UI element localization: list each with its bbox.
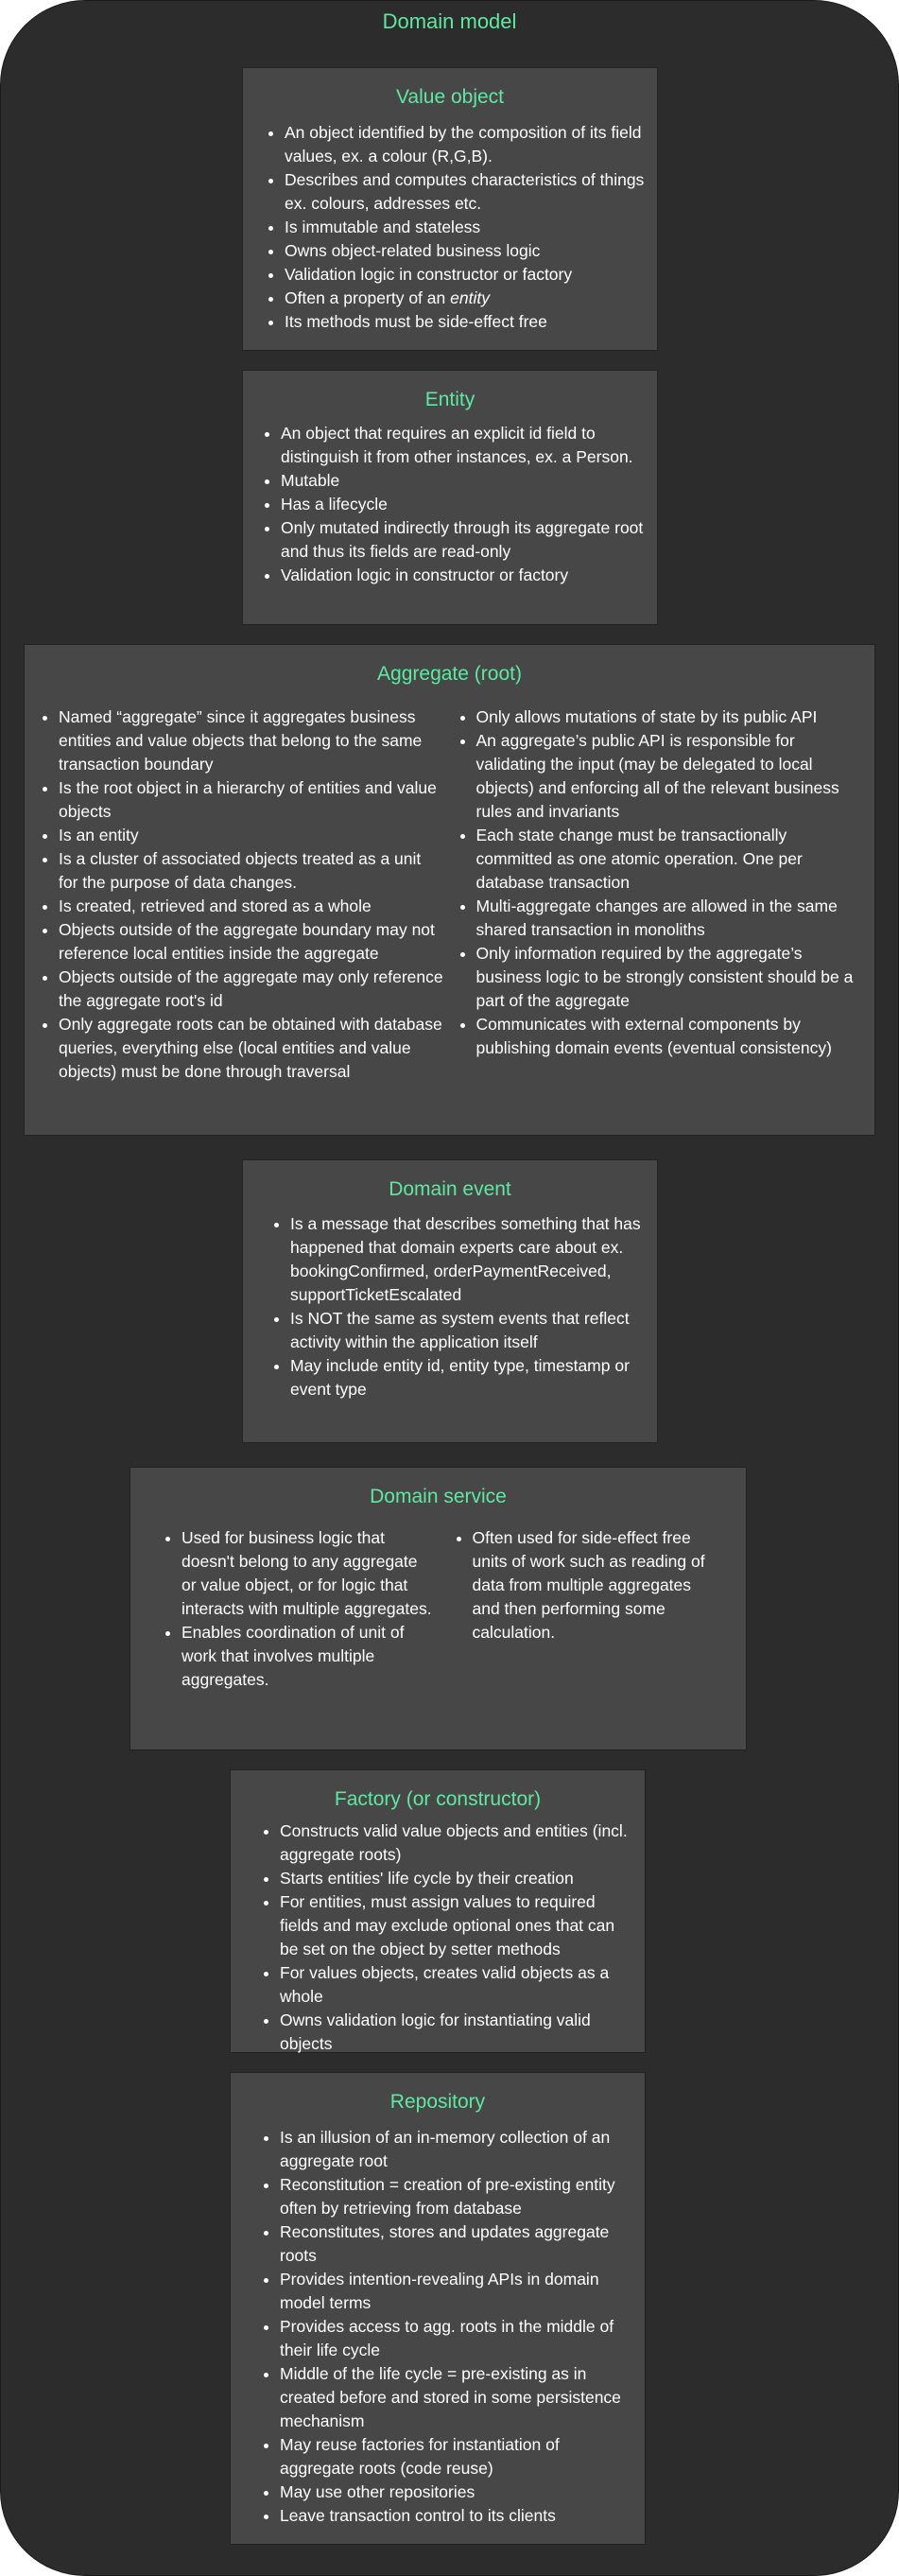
list-item: • Each state change must be transactionally committed as one atomic operation. One per database transaction — [476, 824, 866, 895]
factory-card — [230, 1769, 646, 2053]
list-item: • Is immutable and stateless — [285, 216, 646, 239]
list-item: • Reconstitution = creation of pre-existing entity often by retrieving from database — [280, 2173, 633, 2220]
repository-list — [231, 2126, 645, 2528]
domain-event-card — [242, 1159, 658, 1443]
list-item: • Often used for side-effect free units of work such as reading of data from multiple aggregates and then performing some calculation. — [473, 1526, 718, 1645]
factory-list — [231, 1819, 645, 2056]
list-item: • Is NOT the same as system events that reflect activity within the application itself — [290, 1307, 646, 1354]
list-item: • Only aggregate roots can be obtained with database queries, everything else (local entities and value objects) must be done through traversal — [59, 1013, 444, 1084]
domain-service-right-list — [439, 1526, 747, 1645]
domain-service-title: Domain service — [370, 1486, 507, 1507]
list-item: • Is a cluster of associated objects treated as a unit for the purpose of data changes. — [59, 847, 444, 895]
list-item-text: Often a property of an — [285, 288, 446, 307]
entity-list — [243, 422, 657, 587]
list-item: • For values objects, creates valid objects as a whole — [280, 1961, 633, 2009]
aggregate-card — [24, 644, 875, 1136]
list-item: • Is a message that describes something that has happened that domain experts care about ex. bookingConfirmed, orderPaymentReceived, supportTicketEscalated — [290, 1212, 646, 1307]
list-item: • Is the root object in a hierarchy of entities and value objects — [59, 776, 444, 824]
list-item: • May include entity id, entity type, timestamp or event type — [290, 1354, 646, 1401]
list-item: • Only allows mutations of state by its public API — [476, 705, 866, 729]
list-item: • Is an entity — [59, 824, 444, 847]
list-item: • Multi-aggregate changes are allowed in the same shared transaction in monoliths — [476, 895, 866, 942]
list-item: • An object that requires an explicit id field to distinguish it from other instances, ex. a Person. — [281, 422, 646, 469]
aggregate-title: Aggregate (root) — [377, 663, 522, 685]
factory-title: Factory (or constructor) — [334, 1788, 542, 1810]
value-object-card — [242, 67, 658, 351]
list-item: • May use other repositories — [280, 2480, 633, 2504]
domain-service-right-column — [439, 1526, 747, 1692]
list-item-emphasis: entity — [450, 288, 490, 307]
list-item: • Mutable — [281, 469, 646, 493]
list-item: • Communicates with external components by publishing domain events (eventual consistency) — [476, 1013, 866, 1060]
list-item: • Middle of the life cycle = pre-existing as in created before and stored in some persistence mechanism — [280, 2362, 633, 2433]
list-item: • Objects outside of the aggregate may only reference the aggregate root's id — [59, 966, 444, 1013]
list-item: • Used for business logic that doesn't belong to any aggregate or value object, or for logic that interacts with multiple aggregates. — [182, 1526, 433, 1621]
list-item: • Provides access to agg. roots in the middle of their life cycle — [280, 2315, 633, 2362]
domain-service-left-list — [130, 1526, 439, 1692]
list-item: • Is an illusion of an in-memory collection of an aggregate root — [280, 2126, 633, 2173]
list-item: • Starts entities' life cycle by their creation — [280, 1867, 633, 1890]
repository-card — [230, 2072, 646, 2545]
domain-event-list — [243, 1212, 657, 1401]
value-object-title: Value object — [395, 86, 505, 108]
list-item: • For entities, must assign values to required fields and may exclude optional ones that can be set on the object by setter methods — [280, 1890, 633, 1961]
aggregate-left-column — [25, 705, 450, 1084]
list-item: • Has a lifecycle — [281, 493, 646, 516]
entity-card — [242, 370, 658, 625]
list-item: • An aggregate’s public API is responsible for validating the input (may be delegated to local objects) and enforcing all of the relevant business rules and invariants — [476, 729, 866, 824]
list-item: • Only information required by the aggregate’s business logic to be strongly consistent should be a part of the aggregate — [476, 942, 866, 1013]
list-item: • An object identified by the composition of its field values, ex. a colour (R,G,B). — [285, 121, 646, 168]
value-object-list — [243, 121, 657, 334]
list-item: • Validation logic in constructor or factory — [281, 564, 646, 587]
list-item: • Its methods must be side-effect free — [285, 310, 646, 334]
list-item: • Validation logic in constructor or factory — [285, 263, 646, 287]
list-item: • Owns validation logic for instantiating valid objects — [280, 2009, 633, 2056]
list-item: • May reuse factories for instantiation of aggregate roots (code reuse) — [280, 2433, 633, 2480]
list-item: • Owns object-related business logic — [285, 239, 646, 263]
aggregate-right-list — [450, 705, 875, 1060]
list-item — [285, 287, 646, 310]
list-item: • Named “aggregate” since it aggregates business entities and value objects that belong to the same transaction boundary — [59, 705, 444, 776]
list-item: • Constructs valid value objects and entities (incl. aggregate roots) — [280, 1819, 633, 1867]
aggregate-left-list — [25, 705, 450, 1084]
entity-title: Entity — [424, 389, 475, 410]
domain-service-left-column — [130, 1526, 439, 1692]
list-item: • Objects outside of the aggregate boundary may not reference local entities inside the aggregate — [59, 918, 444, 966]
list-item: • Provides intention-revealing APIs in domain model terms — [280, 2268, 633, 2315]
diagram-title: Domain model — [382, 9, 517, 33]
domain-event-title: Domain event — [389, 1178, 511, 1200]
list-item: • Is created, retrieved and stored as a whole — [59, 895, 444, 918]
domain-service-card — [130, 1467, 747, 1750]
list-item: • Enables coordination of unit of work that involves multiple aggregates. — [182, 1621, 433, 1692]
list-item: • Reconstitutes, stores and updates aggregate roots — [280, 2220, 633, 2268]
list-item: • Leave transaction control to its clients — [280, 2504, 633, 2528]
repository-title: Repository — [389, 2091, 486, 2113]
list-item: • Only mutated indirectly through its aggregate root and thus its fields are read-only — [281, 516, 646, 564]
aggregate-right-column — [450, 705, 875, 1084]
list-item: • Describes and computes characteristics of things ex. colours, addresses etc. — [285, 168, 646, 216]
